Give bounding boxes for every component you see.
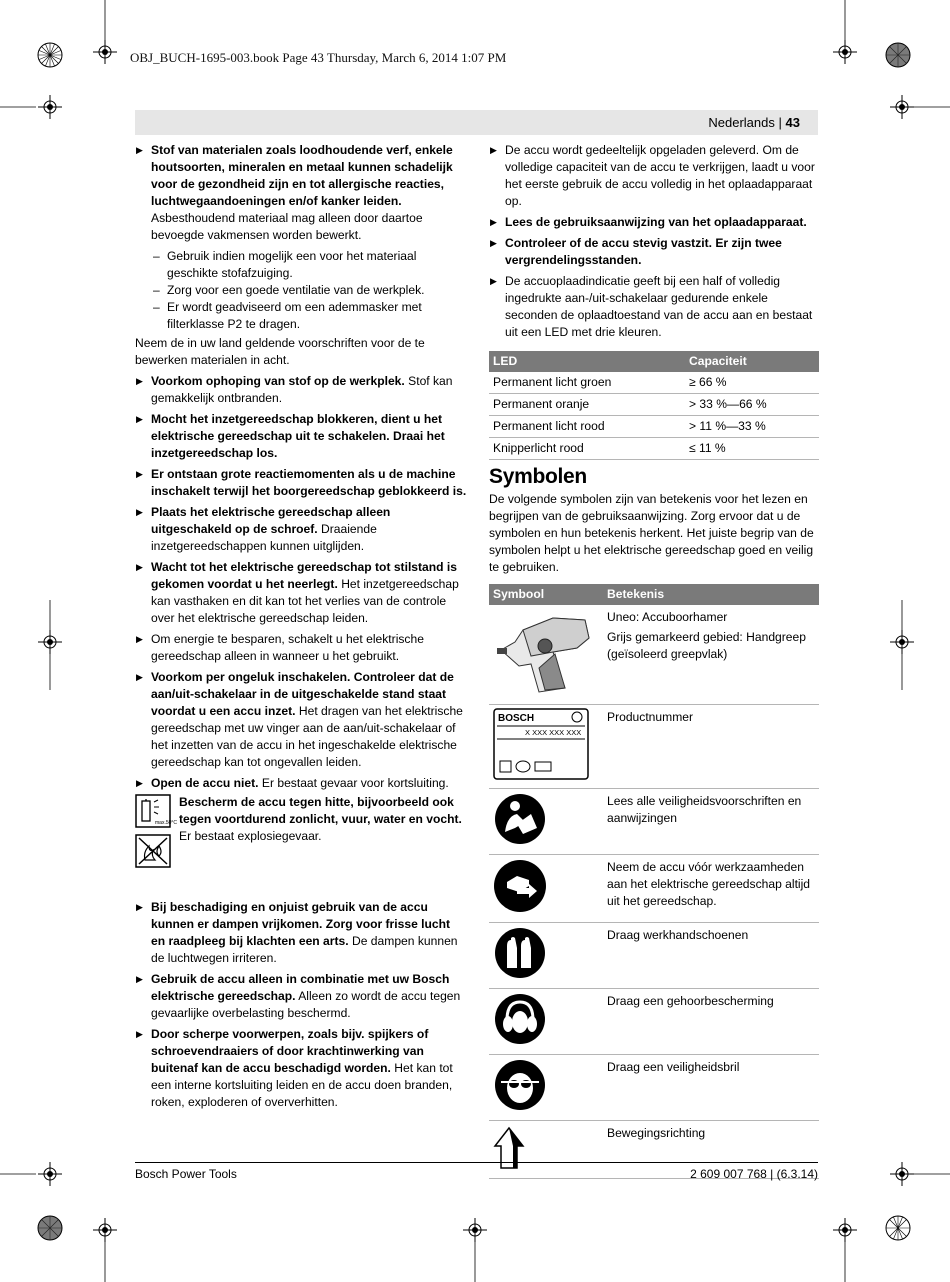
warning-bold: Bescherm de accu tegen hitte, bijvoorbeeld ook tegen voortdurend zonlicht, vuur, water en vocht. [179, 795, 462, 826]
table-header: Symbool [489, 584, 603, 605]
table-row [489, 705, 819, 789]
bullet-text: Stof kan gemakkelijk ontbranden. [151, 374, 453, 405]
bullet-text: Er bestaat gevaar voor kortsluiting. [258, 776, 449, 790]
table-header: Betekenis [603, 584, 819, 605]
left-column [135, 142, 467, 1115]
bullet-bold: Er ontstaan grote reactiemomenten als u de machine inschakelt terwijl het boorgereedschap geblokkeerd is. [151, 467, 467, 498]
table-cell: Permanent licht groen [489, 372, 685, 394]
bullet-bold: Plaats het elektrische gereedschap alleen uitgeschakeld op de schroef. [151, 505, 391, 536]
table-cell: > 33 %—66 % [685, 394, 819, 416]
bullet-item [135, 142, 467, 244]
bullet-item [135, 466, 467, 500]
page-number: 43 [785, 115, 800, 130]
bullet-item [135, 669, 467, 771]
symbol-meaning: Productnummer [607, 710, 694, 724]
table-row [489, 438, 819, 460]
table-cell: Permanent oranje [489, 394, 685, 416]
led-capacity-table [489, 351, 819, 460]
table-cell: > 11 %—33 % [685, 416, 819, 438]
bullet-text: Het kan tot een interne kortsluiting leiden en de accu doen branden, roken, exploderen of oververhitten. [151, 1061, 453, 1109]
symbol-meaning: Draag een gehoorbescherming [607, 994, 774, 1008]
header-language: Nederlands [708, 115, 775, 130]
read-manual-icon [493, 792, 549, 846]
bullet-item [135, 1026, 467, 1111]
table-row [489, 605, 819, 705]
battery-warning [135, 794, 467, 873]
symbol-meaning: Draag werkhandschoenen [607, 928, 749, 942]
direction-arrow-icon [493, 1124, 533, 1170]
table-row [489, 989, 819, 1055]
table-row [489, 789, 819, 855]
table-row [489, 372, 819, 394]
bullet-text: Asbesthoudend materiaal mag alleen door daartoe bevoegde vakmensen worden bewerkt. [151, 211, 423, 242]
bullet-bold: Lees de gebruiksaanwijzing van het oplaadapparaat. [505, 215, 807, 229]
page-header [708, 115, 800, 130]
table-cell: Permanent licht rood [489, 416, 685, 438]
table-row [489, 855, 819, 923]
bullet-bold: Gebruik de accu alleen in combinatie met uw Bosch elektrische gereedschap. [151, 972, 450, 1003]
right-column [489, 142, 819, 1179]
bullet-text: Draaiende inzetgereedschappen kunnen uitglijden. [151, 522, 377, 553]
type-plate-icon [493, 708, 589, 780]
symbol-meaning: Lees alle veiligheidsvoorschriften en aanwijzingen [607, 794, 802, 825]
table-row [489, 416, 819, 438]
bullet-bold: Stof van materialen zoals loodhoudende verf, enkele houtsoorten, mineralen en metaal kunnen schadelijk voor de gezondheid zijn en tot allergische reacties, luchtwegaandoeningen en/of kanker leiden. [151, 143, 453, 208]
bullet-bold: Voorkom ophoping van stof op de werkplek. [151, 374, 405, 388]
footer-right: 2 609 007 768 | (6.3.14) [690, 1167, 818, 1181]
heat-warning-label: max.50°C [155, 820, 178, 826]
symbol-meaning: Draag een veiligheidsbril [607, 1060, 740, 1074]
bullet-item [489, 142, 819, 210]
bullet-item [135, 411, 467, 462]
ear-protection-icon [493, 992, 549, 1046]
symbol-meaning: Grijs gemarkeerd gebied: Handgreep (geïsoleerd greepvlak) [607, 630, 806, 661]
table-row [489, 394, 819, 416]
bullet-item [135, 373, 467, 407]
table-row [489, 1055, 819, 1121]
section-title: Symbolen [489, 465, 587, 488]
bullet-text: De dampen kunnen de luchtwegen irriteren. [151, 934, 458, 965]
bullet-bold: Wacht tot het elektrische gereedschap tot stilstand is gekomen voordat u het neerlegt. [151, 560, 457, 591]
plate-number: X XXX XXX XXX [525, 728, 582, 737]
symbol-meaning: Bewegingsrichting [607, 1126, 706, 1140]
table-cell: Knipperlicht rood [489, 438, 685, 460]
bullet-item [135, 775, 467, 792]
bullet-bold: Bij beschadiging en onjuist gebruik van de accu kunnen er dampen vrijkomen. Zorg voor frisse lucht en raadpleeg bij klachten een arts. [151, 900, 451, 948]
bullet-item [135, 559, 467, 627]
remove-battery-icon [493, 858, 549, 914]
table-cell: ≥ 66 % [685, 372, 819, 394]
bullet-bold: Controleer of de accu stevig vastzit. Er zijn twee vergrendelingsstanden. [505, 236, 782, 267]
table-row [489, 923, 819, 989]
paragraph: Neem de in uw land geldende voorschriften voor de te bewerken materialen in acht. [135, 336, 425, 367]
symbol-meaning: Uneo: Accuboorhamer [607, 610, 728, 624]
dash-item: – Zorg voor een goede ventilatie van de werkplek. [135, 282, 467, 299]
bullet-item [135, 631, 467, 665]
bullet-text: Het inzetgereedschap kan vasthaken en dit kan tot het verlies van de controle over het elektrische gereedschap leiden. [151, 577, 459, 625]
bullet-bold: Mocht het inzetgereedschap blokkeren, dient u het elektrische gereedschap uit te schakelen. Draai het inzetgereedschap los. [151, 412, 445, 460]
bullet-item [135, 971, 467, 1022]
printer-slug: OBJ_BUCH-1695-003.book Page 43 Thursday, March 6, 2014 1:07 PM [130, 50, 507, 65]
table-cell: ≤ 11 % [685, 438, 819, 460]
footer-rule [135, 1162, 818, 1163]
footer-left: Bosch Power Tools [135, 1167, 237, 1181]
bullet-text: Het dragen van het elektrische gereedschap met uw vinger aan de aan/uit-schakelaar of het inzetten van de accu in het ingeschakelde elektrische gereedschap kan tot ongevallen leiden. [151, 704, 463, 769]
safety-glasses-icon [493, 1058, 549, 1112]
plate-brand: BOSCH [498, 713, 535, 724]
symbol-meaning: Neem de accu vóór werkzaamheden aan het elektrische gereedschap altijd uit het gereedschap. [607, 860, 811, 908]
bullet-bold: Open de accu niet. [151, 776, 259, 790]
bullet-bold: Door scherpe voorwerpen, zoals bijv. spijkers of schroevendraaiers of door krachtinwerking van buitenaf kan de accu beschadigd worden. [151, 1027, 429, 1075]
bullet-item [135, 899, 467, 967]
gloves-icon [493, 926, 549, 980]
no-fire-water-icon [135, 834, 171, 868]
header-separator: | [778, 115, 782, 130]
bullet-text: Alleen zo wordt de accu tegen gevaarlijke overbelasting beschermd. [151, 989, 461, 1020]
bullet-item [489, 214, 819, 231]
section-intro: De volgende symbolen zijn van betekenis voor het lezen en begrijpen van de gebruiksaanwijzing. Zorg ervoor dat u de symbolen en hun betekenis herkent. Het juiste begrip van de symbolen helpt u het elektrische gereedschap goed en veilig te gebruiken. [489, 492, 814, 574]
table-header: Capaciteit [685, 351, 819, 372]
dash-item: – Gebruik indien mogelijk een voor het materiaal geschikte stofafzuiging. [135, 248, 467, 282]
symbols-table [489, 584, 819, 1179]
bullet-item [489, 235, 819, 269]
rotary-hammer-icon [493, 608, 593, 696]
warning-text: Er bestaat explosiegevaar. [179, 829, 322, 843]
table-header: LED [489, 351, 685, 372]
bullet-text: De accuoplaadindicatie geeft bij een half of volledig ingedrukte aan-/uit-schakelaar gedurende enkele seconden de oplaadtoestand van de accu aan en bestaat uit een LED met drie kleuren. [505, 274, 813, 339]
bullet-item [489, 273, 819, 341]
bullet-text: De accu wordt gedeeltelijk opgeladen geleverd. Om de volledige capaciteit van de accu te verkrijgen, laadt u voor het eerste gebruik de accu volledig in het oplaadapparaat op. [505, 143, 815, 208]
bullet-text: Om energie te besparen, schakelt u het elektrische gereedschap alleen in wanneer u het gebruikt. [151, 632, 424, 663]
dash-item: – Er wordt geadviseerd om een ademmasker met filterklasse P2 te dragen. [135, 299, 467, 333]
bullet-item [135, 504, 467, 555]
bullet-bold: Voorkom per ongeluk inschakelen. Controleer dat de aan/uit-schakelaar in de uitgeschakelde stand staat voordat u een accu inzet. [151, 670, 454, 718]
heat-warning-icon [135, 794, 178, 828]
